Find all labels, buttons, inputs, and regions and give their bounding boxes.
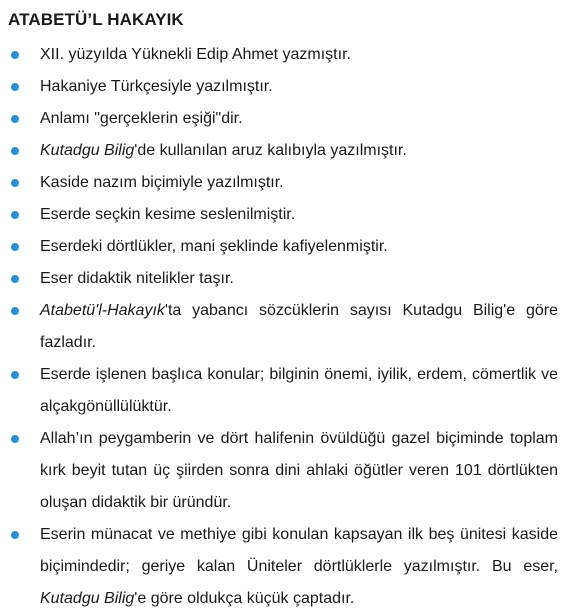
list-item-text [40,519,558,615]
bullet-dot-icon [11,243,19,251]
bullet-dot-icon [11,179,19,187]
list-item-text: Hakaniye Türkçesiyle yazılmıştır. [40,78,273,95]
list-item-text-lead: Eserin münacat ve methiye gibi konulan kapsayan ilk beş ünitesi kaside biçimindedir; geriye kalan Üniteler dörtlüklerle yazılmıştır. Bu eser, [40,526,558,575]
list-item-text: Allah’ın peygamberin ve dört halifenin övüldüğü gazel biçiminde toplam kırk beyit tutan üç şiirden sonra dini ahlaki öğütler veren 101 dörtlükten oluşan didaktik bir üründür. [40,430,558,511]
list-item-text [40,295,558,359]
list-item-text: Eserdeki dörtlükler, mani şeklinde kafiyelenmiştir. [40,238,388,255]
list-item-text: Anlamı "gerçeklerin eşiği"dir. [40,110,243,127]
list-item-text-rest: 'e göre oldukça küçük çaptadır. [134,590,355,607]
bullet-list [8,39,558,615]
list-item-text-rest: 'de kullanılan aruz kalıbıyla yazılmıştır. [134,142,407,159]
list-item [8,103,558,135]
list-item [8,135,558,167]
list-item [8,39,558,71]
bullet-dot-icon [11,147,19,155]
section-title: ATABETÜ’L HAKAYIK [8,10,184,29]
bullet-dot-icon [11,531,19,539]
list-item [8,199,558,231]
list-item [8,167,558,199]
book-title-italic: Kutadgu Bilig [40,142,135,159]
list-item [8,519,558,615]
bullet-dot-icon [11,83,19,91]
list-item [8,263,558,295]
list-item-text [40,142,407,159]
list-item [8,231,558,263]
book-title-italic: Kutadgu Bilig [40,590,135,607]
list-item [8,423,558,519]
list-item-text: Eserde işlenen başlıca konular; bilginin önemi, iyilik, erdem, cömertlik ve alçakgönüllülüktür. [40,366,558,415]
list-item-text: Eserde seçkin kesime seslenilmiştir. [40,206,296,223]
bullet-dot-icon [11,435,19,443]
bullet-dot-icon [11,51,19,59]
list-item-text: Kaside nazım biçimiyle yazılmıştır. [40,174,284,191]
bullet-dot-icon [11,371,19,379]
list-item-text-rest: 'ta yabancı sözcüklerin sayısı Kutadgu Bilig'e göre fazladır. [40,302,558,351]
list-item-text: XII. yüzyılda Yüknekli Edip Ahmet yazmıştır. [40,46,351,63]
bullet-dot-icon [11,115,19,123]
bullet-dot-icon [11,211,19,219]
list-item [8,359,558,423]
list-item [8,295,558,359]
book-title-italic: Atabetü'l-Hakayık [40,302,165,319]
bullet-dot-icon [11,275,19,283]
list-item [8,71,558,103]
bullet-dot-icon [11,307,19,315]
list-item-text: Eser didaktik nitelikler taşır. [40,270,234,287]
